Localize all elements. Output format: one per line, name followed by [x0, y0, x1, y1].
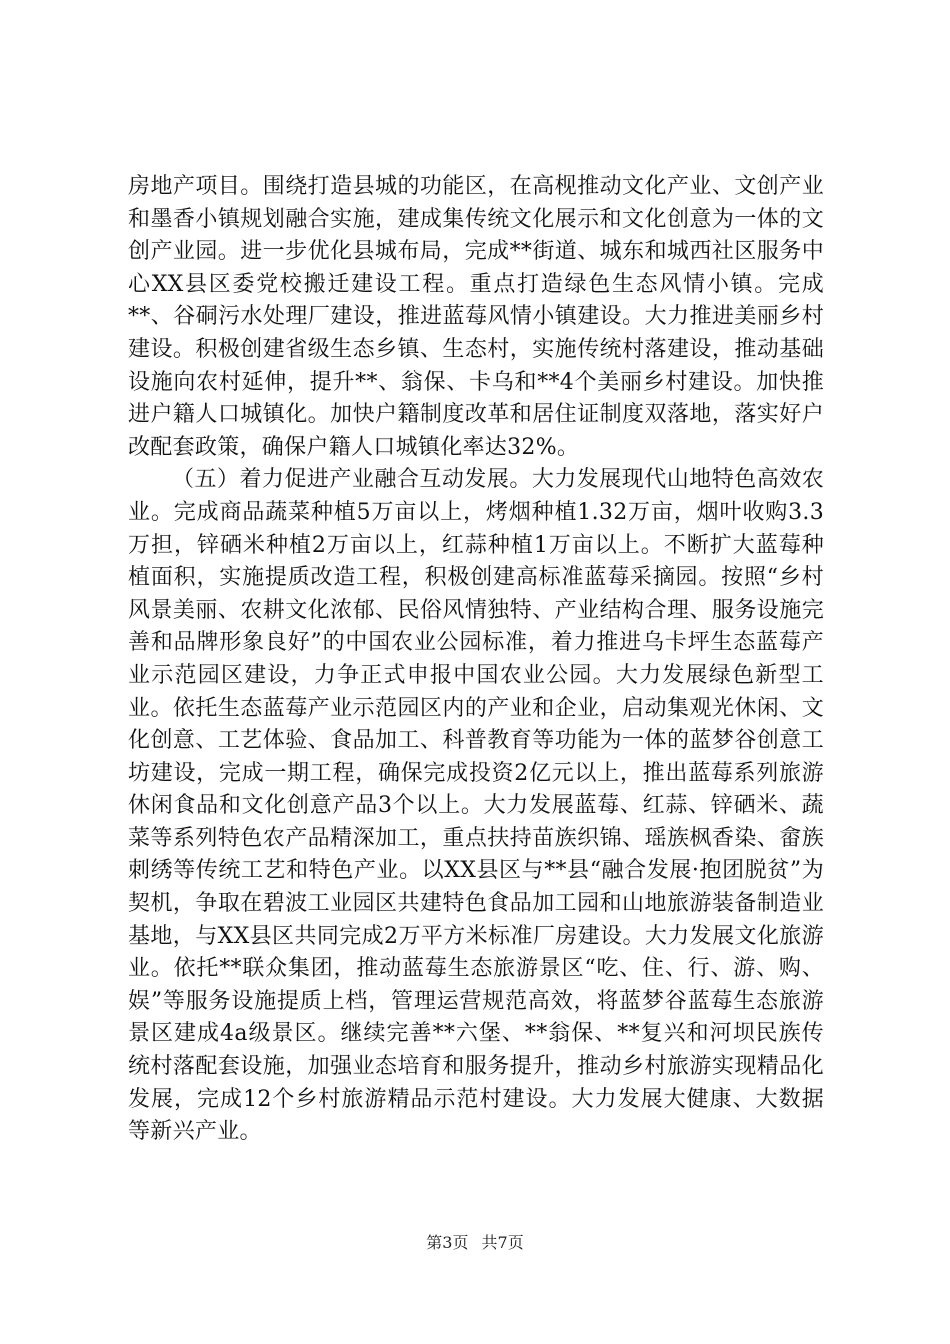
- document-body: [128, 171, 824, 1149]
- page-footer: 第3页 共7页: [426, 1233, 524, 1252]
- paragraph-2: （五）着力促进产业融合互动发展。大力发展现代山地特色高效农业。完成商品蔬菜种植5万亩以上，烤烟种植1.32万亩，烟叶收购3.3万担，锌硒米种植2万亩以上，红蒜种植1万亩以上。不断扩大蓝莓种植面积，实施提质改造工程，积极创建高标准蓝莓采摘园。按照“乡村风景美丽、农耕文化浓郁、民俗风情独特、产业结构合理、服务设施完善和品牌形象良好”的中国农业公园标准，着力推进乌卡坪生态蓝莓产业示范园区建设，力争正式申报中国农业公园。大力发展绿色新型工业。依托生态蓝莓产业示范园区内的产业和企业，启动集观光休闲、文化创意、工艺体验、食品加工、科普教育等功能为一体的蓝梦谷创意工坊建设，完成一期工程，确保完成投资2亿元以上，推出蓝莓系列旅游休闲食品和文化创意产品3个以上。大力发展蓝莓、红蒜、锌硒米、蔬菜等系列特色农产品精深加工，重点扶持苗族织锦、瑶族枫香染、畲族刺绣等传统工艺和特色产业。以XX县区与**县“融合发展·抱团脱贫”为契机，争取在碧波工业园区共建特色食品加工园和山地旅游装备制造业基地，与XX县区共同完成2万平方米标准厂房建设。大力发展文化旅游业。依托**联众集团，推动蓝莓生态旅游景区“吃、住、行、游、购、娱”等服务设施提质上档，管理运营规范高效，将蓝梦谷蓝莓生态旅游景区建成4a级景区。继续完善**六堡、**翁保、**复兴和河坝民族传统村落配套设施，加强业态培育和服务提升，推动乡村旅游实现精品化发展，完成12个乡村旅游精品示范村建设。大力发展大健康、大数据等新兴产业。: [128, 467, 824, 1145]
- paragraph-1: 房地产项目。围绕打造县城的功能区，在高枧推动文化产业、文创产业和墨香小镇规划融合实施，建成集传统文化展示和文化创意为一体的文创产业园。进一步优化县城布局，完成**街道、城东和城西社区服务中心XX县区委党校搬迁建设工程。重点打造绿色生态风情小镇。完成**、谷硐污水处理厂建设，推进蓝莓风情小镇建设。大力推进美丽乡村建设。积极创建省级生态乡镇、生态村，实施传统村落建设，推动基础设施向农村延伸，提升**、翁保、卡乌和**4个美丽乡村建设。加快推进户籍人口城镇化。加快户籍制度改革和居住证制度双落地，落实好户改配套政策，确保户籍人口城镇化率达32%。: [128, 174, 824, 460]
